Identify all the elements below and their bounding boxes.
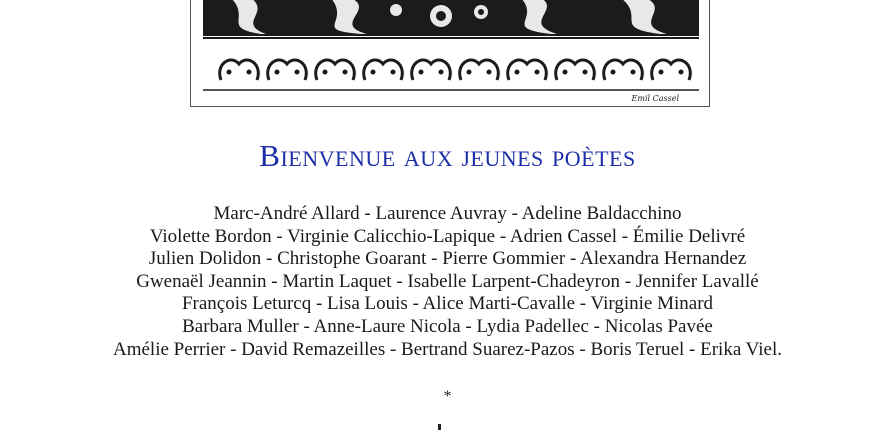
- next-ornament-fragment: [438, 424, 441, 430]
- poet-names-line: François Leturcq - Lisa Louis - Alice Marti-Cavalle - Virginie Minard: [181, 293, 714, 315]
- engraving-illustration: [191, 0, 711, 107]
- poet-names-line: Gwenaël Jeannin - Martin Laquet - Isabelle Larpent-Chadeyron - Jennifer Lavallé: [136, 270, 759, 292]
- poet-names-line: Amélie Perrier - David Remazeilles - Bertrand Suarez-Pazos - Boris Teruel - Erika Viel.: [113, 338, 782, 360]
- artist-signature: Emil Cassel: [631, 94, 679, 103]
- section-separator: *: [443, 388, 452, 405]
- poet-names-list: [0, 203, 895, 361]
- poet-names-line: Marc-André Allard - Laurence Auvray - Adeline Baldacchino: [213, 203, 682, 224]
- page-title: Bienvenue aux jeunes poètes: [259, 138, 636, 173]
- poet-names-line: Julien Dolidon - Christophe Goarant - Pierre Gommier - Alexandra Hernandez: [148, 248, 747, 270]
- poet-names-line: Violette Bordon - Virginie Calicchio-Lapique - Adrien Cassel - Émilie Delivré: [149, 225, 746, 247]
- decorative-engraving: [190, 0, 710, 107]
- poet-names-line: Barbara Muller - Anne-Laure Nicola - Lydia Padellec - Nicolas Pavée: [182, 315, 713, 337]
